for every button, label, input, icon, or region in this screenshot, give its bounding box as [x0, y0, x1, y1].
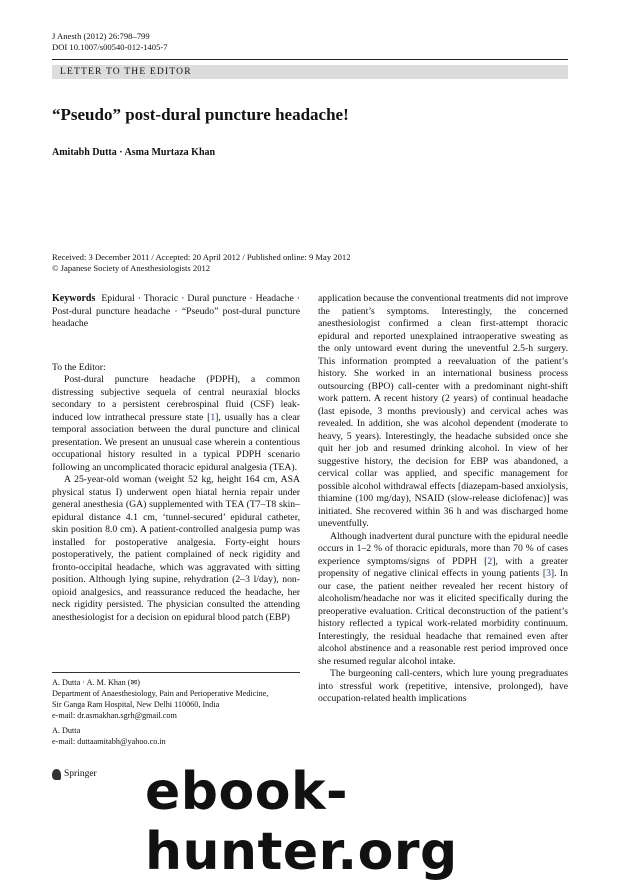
springer-logo [52, 768, 97, 780]
affiliation-email2[interactable]: e-mail: duttaamitabh@yahoo.co.in [52, 737, 166, 746]
article-title: “Pseudo” post-dural puncture headache! [52, 105, 349, 124]
publication-dates: Received: 3 December 2011 / Accepted: 20 April 2012 / Published online: 9 May 2012 [52, 252, 351, 262]
keywords-text: Epidural · Thoracic · Dural puncture · Headache · Post-dural puncture headache · “Pseudo” post-dural puncture headache [52, 293, 301, 329]
left-column [52, 293, 300, 624]
watermark: ebook-hunter.org [145, 762, 458, 882]
keywords [52, 293, 300, 331]
salutation: To the Editor: [52, 361, 106, 373]
affiliation-rule [52, 672, 300, 673]
affiliation-authors: A. Dutta · A. M. Khan (✉) [52, 678, 141, 687]
journal-citation: J Anesth (2012) 26:798–799 [52, 31, 150, 41]
paragraph-discussion: Although inadvertent dural puncture with the epidural needle occurs in 1–2 % of thoracic epidurals, more than 70 % of cases experience symptoms/signs of PDPH [2], with a greater propensity of negative clinical effects in young patients [3]. In our case, the patient neither revealed her recent history of alcoholism/headache nor was it elicited specifically during the preoperative evaluation. Critical deconstruction of the patient’s history reflected a typical work-related morbidity continuum. Interestingly, the residual headache that remained even after alcohol abstinence and a reasonable rest period improved once she resumed regular alcohol intake. [318, 530, 569, 667]
section-label: LETTER TO THE EDITOR [60, 67, 192, 77]
section-bar [52, 65, 568, 79]
header-rule [52, 59, 568, 60]
affiliation-email[interactable]: e-mail: dr.asmakhan.sgrh@gmail.com [52, 711, 177, 720]
right-column [318, 293, 568, 706]
authors: Amitabh Dutta · Asma Murtaza Khan [52, 147, 216, 158]
affiliation-author2: A. Dutta [52, 726, 81, 735]
reference-link[interactable]: 1 [210, 411, 216, 423]
springer-horse-icon [52, 769, 61, 780]
affiliation-address: Sir Ganga Ram Hospital, New Delhi 110060, India [52, 700, 220, 709]
affiliation-dept: Department of Anaesthesiology, Pain and Perioperative Medicine, [52, 689, 269, 698]
keywords-label: Keywords [52, 293, 96, 304]
reference-link[interactable]: 2 [487, 555, 493, 567]
paragraph-callcenter: The burgeoning call-centers, which lure young pregraduates into stressful work (repetitive, intensive, prolonged), have occupation-related health implications [318, 668, 568, 704]
copyright: © Japanese Society of Anesthesiologists 2012 [52, 263, 211, 273]
paragraph-case: A 25-year-old woman (weight 52 kg, height 164 cm, ASA physical status I) underwent open hiatal hernia repair under general anesthesia (GA) supplemented with TEA (T7–T8 skin–epidural distance 4.1 cm, ‘tunnel-secured’ epidural catheter, skin position 8.0 cm). A patient-controlled analgesia pump was installed for postoperative analgesia. Forty-eight hours postoperatively, the patient complained of neck rigidity and fronto-occipital headache, which was aggravated with sitting position. Although lying supine, rehydration (2–3 l/day), non-opioid analgesics, and reassurance reduced the headache, her neck rigidity persisted. The physician consulted the attending anesthesiologist for a decision on epidural blood patch (EBP) [52, 474, 300, 623]
publisher-name: Springer [64, 769, 97, 779]
doi: DOI 10.1007/s00540-012-1405-7 [52, 42, 168, 52]
paragraph-intro: Post-dural puncture headache (PDPH), a common distressing subjective sequela of central neuraxial blocks secondary to a persistent cerebrospinal fluid (CSF) leak-induced low intrathecal pressure state [1], usually has a clear temporal association between the dural puncture and clinical presentation. We present an unusual case wherein a contentious occupational history resulted in a typical PDPH scenario following an uncomplicated thoracic epidural analgesia (TEA). [52, 374, 300, 473]
reference-link[interactable]: 3 [546, 568, 551, 579]
paragraph-continued: application because the conventional treatments did not improve the patient’s symptoms. Interestingly, the concerned anesthesiologist confirmed a clean first-attempt thoracic epidural and reported unexplained intraoperative sweating as the only untoward event during the uneventful 2.5-h surgery. This information prompted a reevaluation of the patient’s history. She worked in an international business process outsourcing (BPO) call-center with a predominant night-shift work pattern. A recent history (2 years) of continual headache (last episode, 3 months previously) and cervical aches was revealed. In addition, she was alcohol dependent (moderate to heavy, 5 years). Interestingly, the headache subsided once she quit her job and resumed drinking alcohol. In view of her suggestive history, the decision for EBP was abandoned, a cervical collar was applied, and specific management for possible alcohol withdrawal effects [diazepam-based anxiolysis, thiamine (100 mg/day), NSAID (slow-release diclofenac)] was initiated. She recovered within 36 h and was discharged home uneventfully. [318, 293, 568, 529]
